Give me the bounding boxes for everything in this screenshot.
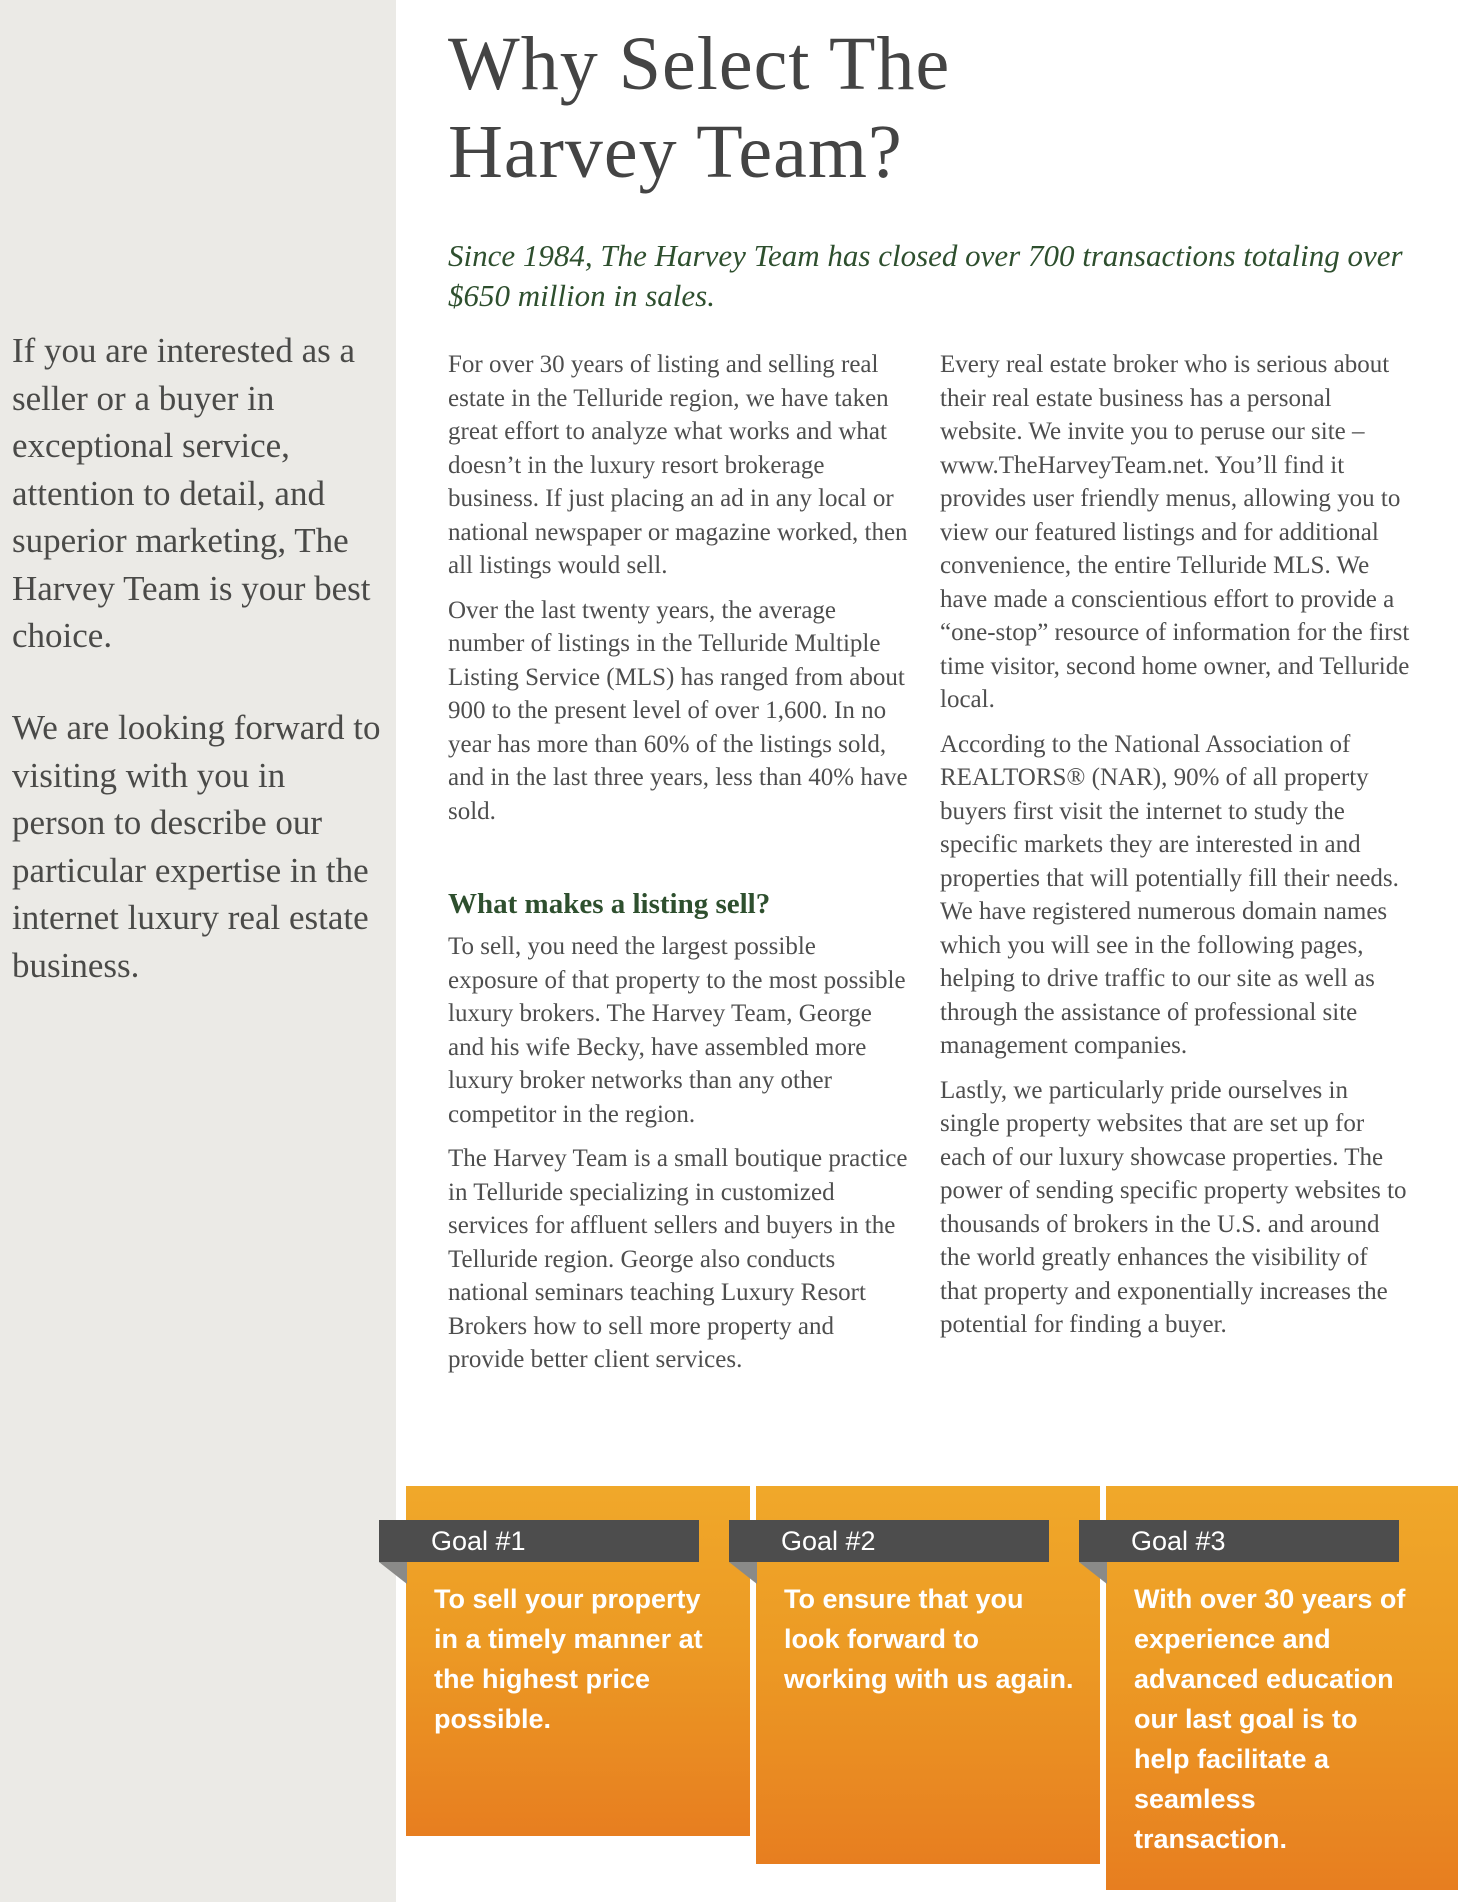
goal-2-text: To ensure that you look forward to working with us again. <box>784 1584 1074 1694</box>
right-paragraph-1: Every real estate broker who is serious about their real estate business has a personal website. We invite you to peruse our site – www.TheHarveyTeam.net. You’ll find it provides user friendly menus, allowing you to view our featured listings and for additional convenience, the entire Telluride MLS. We have made a conscientious effort to provide a “one-stop” resource of information for the first time visitor, second home owner, and Telluride local. <box>940 351 1410 713</box>
goal-1-tab-fold <box>379 1562 407 1584</box>
goal-3-tab-fold <box>1079 1562 1107 1584</box>
sidebar <box>0 0 396 1902</box>
left-paragraph-4: The Harvey Team is a small boutique practice in Telluride specializing in customized services for affluent sellers and buyers in the Telluride region. George also conducts national seminars teaching Luxury Resort Brokers how to sell more property and provide better client services. <box>448 1145 908 1373</box>
page-subtitle: Since 1984, The Harvey Team has closed over 700 transactions totaling over $650 million in sales. <box>448 238 1403 313</box>
goal-1-tab: Goal #1 <box>379 1520 699 1562</box>
right-column <box>940 348 1410 1353</box>
title-line-2: Harvey Team? <box>448 110 903 194</box>
right-paragraph-3: Lastly, we particularly pride ourselves in single property websites that are set up for each of our luxury showcase properties. The power of sending specific property websites to thousands of brokers in the U.S. and around the world greatly enhances the visibility of that property and exponentially increases the potential for finding a buyer. <box>940 1076 1407 1338</box>
goal-1-text: To sell your property in a timely manner at the highest price possible. <box>434 1584 703 1734</box>
goal-2-tab-fold <box>729 1562 757 1584</box>
left-paragraph-2: Over the last twenty years, the average number of listings in the Telluride Multiple Listing Service (MLS) has ranged from about 900 to the present level of over 1,600. In no year has more than 60% of the listings sold, and in the last three years, less than 40% have sold. <box>448 596 908 825</box>
sidebar-intro-paragraph: If you are interested as a seller or a buyer in exceptional service, attention to detail, and superior marketing, The Harvey Team is your best choice. <box>12 331 371 655</box>
title-line-1: Why Select The <box>448 22 951 106</box>
left-column <box>448 348 908 1388</box>
page-title <box>448 20 1348 196</box>
goal-3-text: With over 30 years of experience and advanced education our last goal is to help facilitate a seamless transaction. <box>1134 1584 1406 1854</box>
left-paragraph-3: To sell, you need the largest possible exposure of that property to the most possible luxury brokers. The Harvey Team, George and his wife Becky, have assembled more luxury broker networks than any other competitor in the region. <box>448 933 906 1128</box>
goal-3-tab: Goal #3 <box>1079 1520 1399 1562</box>
section-heading: What makes a listing sell? <box>448 888 771 920</box>
right-paragraph-2: According to the National Association of REALTORS® (NAR), 90% of all property buyers first visit the internet to study the specific markets they are interested in and properties that will potentially fill their needs. We have registered numerous domain names which you will see in the following pages, helping to drive traffic to our site as well as through the assistance of professional site management companies. <box>940 730 1399 1059</box>
sidebar-closing-paragraph: We are looking forward to visiting with you in person to describe our particular expertise in the internet luxury real estate business. <box>12 708 381 985</box>
goal-2-tab: Goal #2 <box>729 1520 1049 1562</box>
left-paragraph-1: For over 30 years of listing and selling real estate in the Telluride region, we have taken great effort to analyze what works and what doesn’t in the luxury resort brokerage business. If just placing an ad in any local or national newspaper or magazine worked, then all listings would sell. <box>448 351 908 579</box>
